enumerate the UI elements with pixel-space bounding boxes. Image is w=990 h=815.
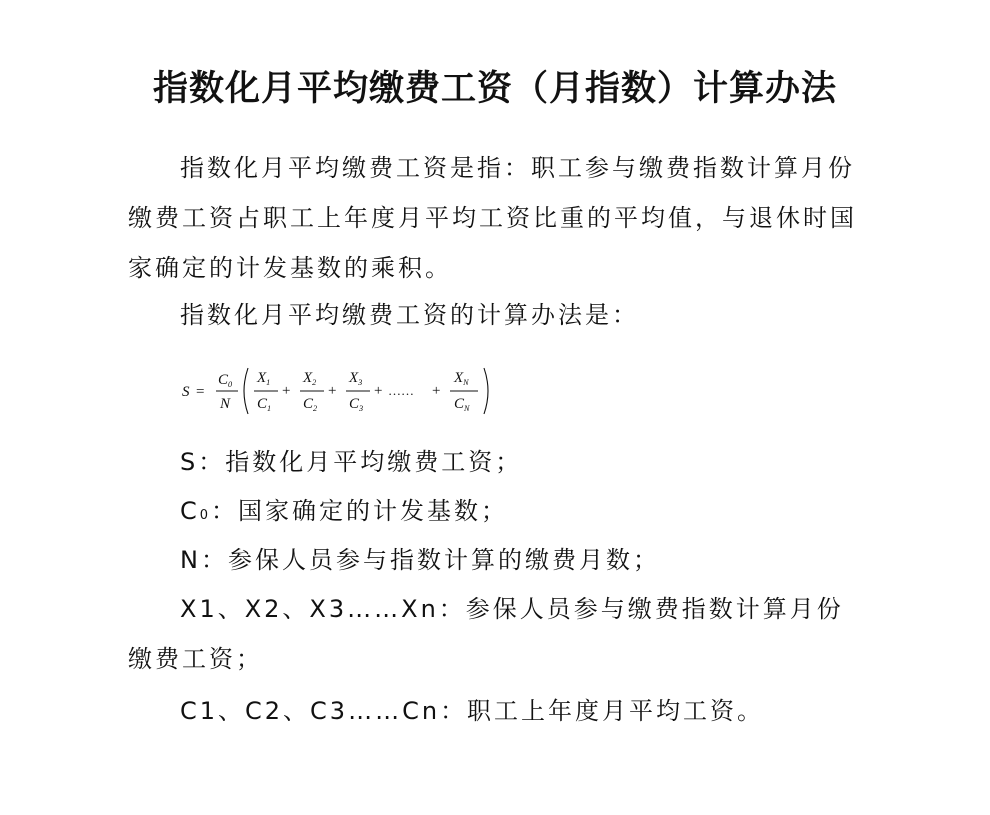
formula-lhs: S <box>182 384 190 400</box>
left-paren <box>244 368 248 414</box>
term-3-numerator: $X_3$ <box>349 370 363 387</box>
definition-paragraph: 指数化月平均缴费工资是指：职工参与缴费指数计算月份缴费工资占职工上年度月平均工资比重的平均值，与退休时国家确定的计发基数的乘积。 <box>128 154 857 282</box>
term-2-numerator: $X_2$ <box>303 370 317 387</box>
plus-4: + <box>432 383 441 399</box>
symbol-c-series: C1、C2、C3……Cn <box>180 697 441 725</box>
right-paren <box>484 368 488 414</box>
definition-x <box>128 584 868 684</box>
symbol-x-series: X1、X2、X3……Xn <box>180 595 439 623</box>
definition-c0 <box>128 486 868 541</box>
definition-c-series <box>128 686 868 736</box>
formula <box>178 360 518 422</box>
coef-numerator: $C_0$ <box>218 372 233 389</box>
definition-s-text: ：指数化月平均缴费工资； <box>198 448 523 476</box>
symbol-n: N <box>180 546 201 574</box>
formula-equals: = <box>196 384 205 400</box>
term-n-numerator: $X_N$ <box>454 370 469 387</box>
page-title: 指数化月平均缴费工资（月指数）计算办法 <box>152 68 837 109</box>
term-n-denominator: $C_N$ <box>454 396 470 413</box>
definition-s <box>128 437 868 487</box>
definition-x-text: ：参保人员参与缴费指数计算月份缴费工资； <box>128 595 844 673</box>
definition-n <box>128 535 868 585</box>
term-1-denominator: $C_1$ <box>257 396 272 413</box>
symbol-c0: C0 <box>180 497 212 525</box>
definition-c-series-text: ：职工上年度月平均工资。 <box>440 697 765 725</box>
plus-3: + <box>374 383 383 399</box>
definition-n-text: ：参保人员参与指数计算的缴费月数； <box>200 546 660 574</box>
term-1-numerator: $X_1$ <box>257 370 271 387</box>
definition-c0-text: ：国家确定的计发基数； <box>211 497 509 525</box>
plus-2: + <box>328 383 337 399</box>
coef-denominator: N <box>220 396 231 412</box>
plus-1: + <box>282 383 291 399</box>
symbol-s: S <box>180 448 199 476</box>
term-2-denominator: $C_2$ <box>303 396 318 413</box>
formula-ellipsis: …… <box>388 383 414 398</box>
method-intro: 指数化月平均缴费工资的计算办法是： <box>180 301 639 329</box>
term-3-denominator: $C_3$ <box>349 396 364 413</box>
